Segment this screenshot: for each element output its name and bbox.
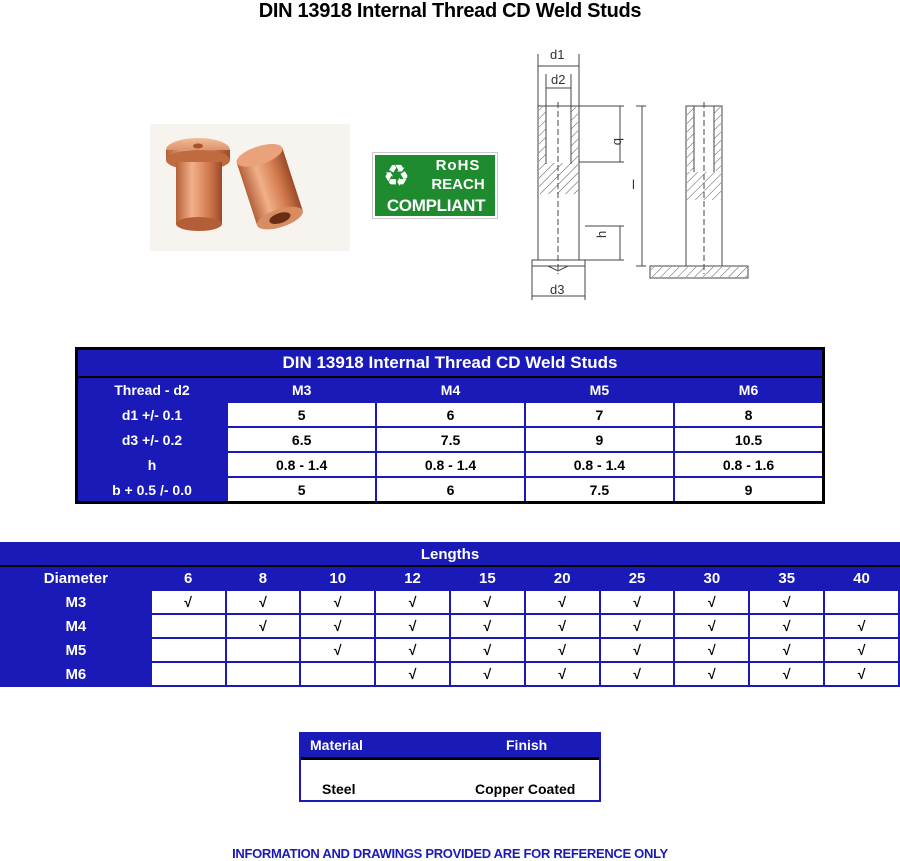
row-label: d3 +/- 0.2	[77, 427, 227, 452]
spec-table-header: DIN 13918 Internal Thread CD Weld Studs	[77, 349, 824, 378]
cell: 6	[376, 402, 524, 427]
check-mark	[300, 662, 375, 686]
cell: M3	[227, 377, 376, 402]
row-label: h	[77, 452, 227, 477]
disclaimer-footer: INFORMATION AND DRAWINGS PROVIDED ARE FOR REFERENCE ONLY	[232, 846, 668, 861]
material-table	[299, 732, 601, 802]
check-mark: √	[300, 590, 375, 614]
length-header: 25	[600, 566, 675, 590]
check-mark: √	[375, 614, 450, 638]
row-label: Thread - d2	[77, 377, 227, 402]
d3-label: d3	[550, 282, 565, 297]
check-mark: √	[600, 662, 675, 686]
check-mark: √	[749, 662, 824, 686]
h-label: h	[594, 230, 609, 238]
check-mark: √	[674, 662, 749, 686]
cell: 0.8 - 1.4	[227, 452, 376, 477]
check-mark: √	[375, 638, 450, 662]
cell: 9	[674, 477, 823, 503]
rohs-badge-background	[375, 155, 495, 216]
check-mark: √	[375, 662, 450, 686]
check-mark: √	[525, 614, 600, 638]
finish-header: Finish	[506, 737, 548, 753]
table-row	[1, 566, 899, 590]
cell: 8	[674, 402, 823, 427]
length-header: 15	[450, 566, 525, 590]
table-row	[1, 590, 899, 614]
check-mark: √	[300, 614, 375, 638]
cell: 9	[525, 427, 674, 452]
cell: 6	[376, 477, 524, 503]
lengths-header: Lengths	[1, 543, 899, 566]
page-title: DIN 13918 Internal Thread CD Weld Studs	[258, 0, 642, 22]
technical-drawing	[520, 44, 760, 306]
table-row	[77, 477, 824, 503]
table-row	[1, 662, 899, 686]
cell: 0.8 - 1.4	[376, 452, 524, 477]
b-label: b	[611, 138, 626, 146]
weld-stud-image	[150, 124, 350, 251]
check-mark	[226, 638, 301, 662]
check-mark: √	[674, 590, 749, 614]
length-header: 12	[375, 566, 450, 590]
cell: 0.8 - 1.4	[525, 452, 674, 477]
rohs-reach-badge	[372, 152, 498, 219]
check-mark: √	[674, 638, 749, 662]
d1-label: d1	[550, 47, 565, 62]
check-mark: √	[525, 590, 600, 614]
check-mark: √	[749, 590, 824, 614]
check-mark: √	[749, 638, 824, 662]
check-mark: √	[226, 614, 301, 638]
table-row	[1, 638, 899, 662]
material-value: Steel	[322, 781, 356, 797]
length-header: 35	[749, 566, 824, 590]
cell: M5	[525, 377, 674, 402]
compliant-label: COMPLIANT	[386, 196, 486, 215]
lengths-table	[0, 542, 900, 687]
table-row	[1, 614, 899, 638]
check-mark: √	[674, 614, 749, 638]
cell: 0.8 - 1.6	[674, 452, 823, 477]
diameter-header: Diameter	[1, 566, 151, 590]
check-mark: √	[226, 590, 301, 614]
recycle-icon: ♻	[383, 160, 410, 193]
spec-table	[75, 347, 825, 504]
check-mark	[824, 590, 899, 614]
cell: 5	[227, 477, 376, 503]
reach-label: REACH	[431, 176, 485, 193]
check-mark: √	[600, 638, 675, 662]
cell: 5	[227, 402, 376, 427]
check-mark: √	[450, 614, 525, 638]
check-mark: √	[824, 638, 899, 662]
cell: 10.5	[674, 427, 823, 452]
check-mark: √	[600, 590, 675, 614]
d2-label: d2	[551, 72, 566, 87]
l-label: l	[632, 177, 635, 192]
check-mark: √	[450, 638, 525, 662]
cell: M4	[376, 377, 524, 402]
length-header: 40	[824, 566, 899, 590]
check-mark: √	[151, 590, 226, 614]
finish-value: Copper Coated	[475, 781, 576, 797]
check-mark: √	[525, 638, 600, 662]
length-header: 8	[226, 566, 301, 590]
check-mark: √	[450, 590, 525, 614]
table-row	[77, 402, 824, 427]
size-label: M5	[1, 638, 151, 662]
size-label: M3	[1, 590, 151, 614]
check-mark: √	[450, 662, 525, 686]
row-label: b + 0.5 /- 0.0	[77, 477, 227, 503]
check-mark: √	[375, 590, 450, 614]
size-label: M6	[1, 662, 151, 686]
check-mark: √	[525, 662, 600, 686]
check-mark: √	[300, 638, 375, 662]
check-mark: √	[749, 614, 824, 638]
check-mark: √	[824, 662, 899, 686]
table-row	[77, 377, 824, 402]
cell: 7	[525, 402, 674, 427]
rohs-label: RoHS	[435, 157, 481, 174]
check-mark	[151, 662, 226, 686]
check-mark	[226, 662, 301, 686]
length-header: 10	[300, 566, 375, 590]
length-header: 6	[151, 566, 226, 590]
table-row	[77, 452, 824, 477]
row-label: d1 +/- 0.1	[77, 402, 227, 427]
length-header: 30	[674, 566, 749, 590]
table-row	[77, 427, 824, 452]
material-header: Material	[310, 737, 363, 753]
check-mark: √	[600, 614, 675, 638]
check-mark	[151, 614, 226, 638]
material-table-header	[301, 734, 599, 760]
length-header: 20	[525, 566, 600, 590]
size-label: M4	[1, 614, 151, 638]
cell: 7.5	[525, 477, 674, 503]
check-mark	[151, 638, 226, 662]
cell: 7.5	[376, 427, 524, 452]
cell: M6	[674, 377, 823, 402]
check-mark: √	[824, 614, 899, 638]
cell: 6.5	[227, 427, 376, 452]
product-photo	[150, 124, 350, 251]
